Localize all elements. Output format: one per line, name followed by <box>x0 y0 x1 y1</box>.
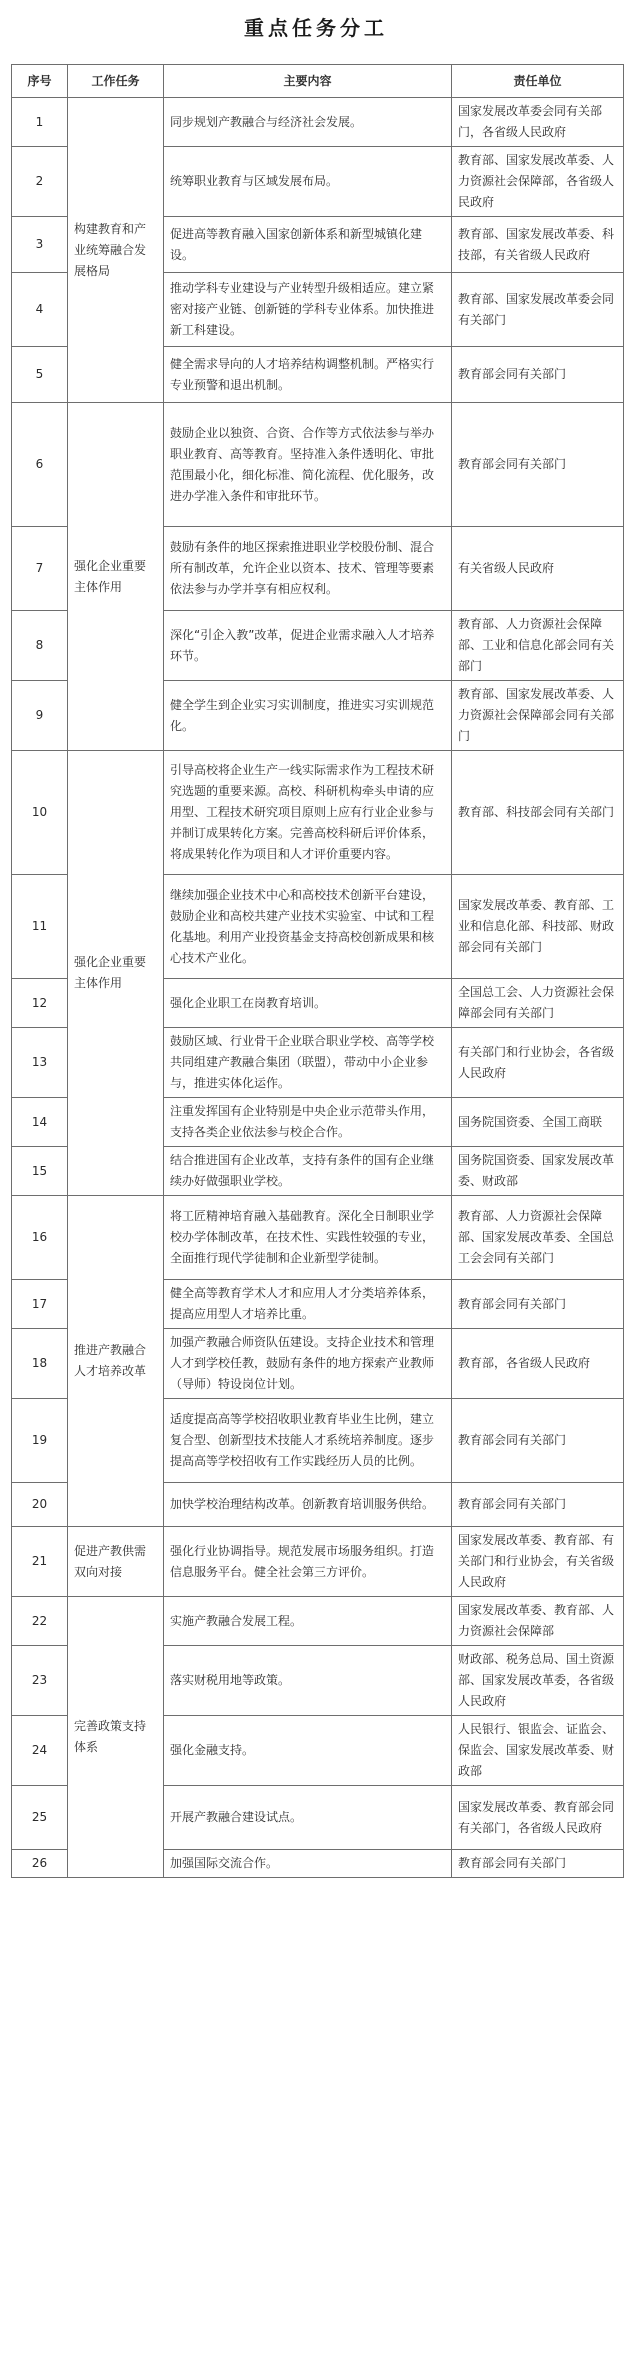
row-number: 22 <box>12 1597 68 1646</box>
responsible-unit-cell: 有关部门和行业协会，各省级人民政府 <box>452 1028 624 1098</box>
main-content-cell: 加强产教融合师资队伍建设。支持企业技术和管理人才到学校任教，鼓励有条件的地方探索产业教师（导师）特设岗位计划。 <box>164 1329 452 1399</box>
responsible-unit-cell: 教育部、国家发展改革委、科技部，有关省级人民政府 <box>452 217 624 273</box>
main-content-cell: 加快学校治理结构改革。创新教育培训服务供给。 <box>164 1483 452 1527</box>
row-number: 6 <box>12 403 68 527</box>
work-task-cell: 促进产教供需双向对接 <box>68 1527 164 1597</box>
responsible-unit-cell: 国务院国资委、国家发展改革委、财政部 <box>452 1147 624 1196</box>
work-task-cell: 强化企业重要主体作用 <box>68 751 164 1196</box>
main-content-cell: 统筹职业教育与区域发展布局。 <box>164 147 452 217</box>
table-header-row <box>12 65 624 98</box>
responsible-unit-cell: 国家发展改革委会同有关部门，各省级人民政府 <box>452 98 624 147</box>
header-unit: 责任单位 <box>452 65 624 98</box>
header-no: 序号 <box>12 65 68 98</box>
responsible-unit-cell: 有关省级人民政府 <box>452 527 624 611</box>
main-content-cell: 强化企业职工在岗教育培训。 <box>164 979 452 1028</box>
row-number: 7 <box>12 527 68 611</box>
main-content-cell: 加强国际交流合作。 <box>164 1850 452 1878</box>
row-number: 3 <box>12 217 68 273</box>
table-row <box>12 98 624 147</box>
responsible-unit-cell: 全国总工会、人力资源社会保障部会同有关部门 <box>452 979 624 1028</box>
task-table <box>11 64 624 1878</box>
work-task-cell: 强化企业重要主体作用 <box>68 403 164 751</box>
table-row <box>12 1196 624 1280</box>
main-content-cell: 引导高校将企业生产一线实际需求作为工程技术研究选题的重要来源。高校、科研机构牵头申请的应用型、工程技术研究项目原则上应有行业企业参与并制订成果转化方案。完善高校科研后评价体系，将成果转化作为项目和人才评价重要内容。 <box>164 751 452 875</box>
main-content-cell: 强化行业协调指导。规范发展市场服务组织。打造信息服务平台。健全社会第三方评价。 <box>164 1527 452 1597</box>
main-content-cell: 促进高等教育融入国家创新体系和新型城镇化建设。 <box>164 217 452 273</box>
main-content-cell: 继续加强企业技术中心和高校技术创新平台建设，鼓励企业和高校共建产业技术实验室、中试和工程化基地。利用产业投资基金支持高校创新成果和核心技术产业化。 <box>164 875 452 979</box>
main-content-cell: 落实财税用地等政策。 <box>164 1646 452 1716</box>
main-content-cell: 深化“引企入教”改革，促进企业需求融入人才培养环节。 <box>164 611 452 681</box>
row-number: 19 <box>12 1399 68 1483</box>
responsible-unit-cell: 教育部会同有关部门 <box>452 403 624 527</box>
row-number: 1 <box>12 98 68 147</box>
row-number: 17 <box>12 1280 68 1329</box>
responsible-unit-cell: 国家发展改革委、教育部、工业和信息化部、科技部、财政部会同有关部门 <box>452 875 624 979</box>
row-number: 9 <box>12 681 68 751</box>
responsible-unit-cell: 教育部、国家发展改革委、人力资源社会保障部，各省级人民政府 <box>452 147 624 217</box>
table-row <box>12 1597 624 1646</box>
responsible-unit-cell: 教育部会同有关部门 <box>452 1483 624 1527</box>
responsible-unit-cell: 教育部会同有关部门 <box>452 1280 624 1329</box>
main-content-cell: 同步规划产教融合与经济社会发展。 <box>164 98 452 147</box>
row-number: 26 <box>12 1850 68 1878</box>
row-number: 24 <box>12 1716 68 1786</box>
responsible-unit-cell: 教育部、国家发展改革委、人力资源社会保障部会同有关部门 <box>452 681 624 751</box>
header-task: 工作任务 <box>68 65 164 98</box>
row-number: 18 <box>12 1329 68 1399</box>
work-task-cell: 完善政策支持体系 <box>68 1597 164 1878</box>
table-row <box>12 403 624 527</box>
row-number: 14 <box>12 1098 68 1147</box>
row-number: 2 <box>12 147 68 217</box>
responsible-unit-cell: 国家发展改革委、教育部、有关部门和行业协会，有关省级人民政府 <box>452 1527 624 1597</box>
row-number: 20 <box>12 1483 68 1527</box>
row-number: 12 <box>12 979 68 1028</box>
main-content-cell: 鼓励区域、行业骨干企业联合职业学校、高等学校共同组建产教融合集团（联盟），带动中小企业参与，推进实体化运作。 <box>164 1028 452 1098</box>
row-number: 4 <box>12 273 68 347</box>
page-title: 重点任务分工 <box>244 16 388 40</box>
main-content-cell: 健全学生到企业实习实训制度，推进实习实训规范化。 <box>164 681 452 751</box>
responsible-unit-cell: 教育部、人力资源社会保障部、工业和信息化部会同有关部门 <box>452 611 624 681</box>
table-body <box>12 98 624 1878</box>
main-content-cell: 适度提高高等学校招收职业教育毕业生比例，建立复合型、创新型技术技能人才系统培养制度。逐步提高高等学校招收有工作实践经历人员的比例。 <box>164 1399 452 1483</box>
row-number: 16 <box>12 1196 68 1280</box>
row-number: 10 <box>12 751 68 875</box>
main-content-cell: 开展产教融合建设试点。 <box>164 1786 452 1850</box>
main-content-cell: 实施产教融合发展工程。 <box>164 1597 452 1646</box>
main-content-cell: 将工匠精神培育融入基础教育。深化全日制职业学校办学体制改革，在技术性、实践性较强的专业，全面推行现代学徒制和企业新型学徒制。 <box>164 1196 452 1280</box>
responsible-unit-cell: 教育部会同有关部门 <box>452 347 624 403</box>
responsible-unit-cell: 教育部，各省级人民政府 <box>452 1329 624 1399</box>
row-number: 15 <box>12 1147 68 1196</box>
responsible-unit-cell: 教育部、国家发展改革委会同有关部门 <box>452 273 624 347</box>
row-number: 13 <box>12 1028 68 1098</box>
main-content-cell: 注重发挥国有企业特别是中央企业示范带头作用，支持各类企业依法参与校企合作。 <box>164 1098 452 1147</box>
responsible-unit-cell: 国务院国资委、全国工商联 <box>452 1098 624 1147</box>
responsible-unit-cell: 国家发展改革委、教育部会同有关部门，各省级人民政府 <box>452 1786 624 1850</box>
main-content-cell: 结合推进国有企业改革，支持有条件的国有企业继续办好做强职业学校。 <box>164 1147 452 1196</box>
main-content-cell: 健全高等教育学术人才和应用人才分类培养体系，提高应用型人才培养比重。 <box>164 1280 452 1329</box>
work-task-cell: 构建教育和产业统筹融合发展格局 <box>68 98 164 403</box>
work-task-cell: 推进产教融合人才培养改革 <box>68 1196 164 1527</box>
row-number: 23 <box>12 1646 68 1716</box>
main-content-cell: 强化金融支持。 <box>164 1716 452 1786</box>
responsible-unit-cell: 国家发展改革委、教育部、人力资源社会保障部 <box>452 1597 624 1646</box>
header-content: 主要内容 <box>164 65 452 98</box>
responsible-unit-cell: 人民银行、银监会、证监会、保监会、国家发展改革委、财政部 <box>452 1716 624 1786</box>
main-content-cell: 鼓励企业以独资、合资、合作等方式依法参与举办职业教育、高等教育。坚持准入条件透明化、审批范围最小化，细化标准、简化流程、优化服务，改进办学准入条件和审批环节。 <box>164 403 452 527</box>
row-number: 11 <box>12 875 68 979</box>
row-number: 5 <box>12 347 68 403</box>
table-row <box>12 751 624 875</box>
row-number: 25 <box>12 1786 68 1850</box>
main-content-cell: 鼓励有条件的地区探索推进职业学校股份制、混合所有制改革，允许企业以资本、技术、管理等要素依法参与办学并享有相应权利。 <box>164 527 452 611</box>
table-row <box>12 1527 624 1597</box>
responsible-unit-cell: 教育部、科技部会同有关部门 <box>452 751 624 875</box>
row-number: 21 <box>12 1527 68 1597</box>
main-content-cell: 推动学科专业建设与产业转型升级相适应。建立紧密对接产业链、创新链的学科专业体系。加快推进新工科建设。 <box>164 273 452 347</box>
row-number: 8 <box>12 611 68 681</box>
responsible-unit-cell: 教育部、人力资源社会保障部、国家发展改革委、全国总工会会同有关部门 <box>452 1196 624 1280</box>
responsible-unit-cell: 教育部会同有关部门 <box>452 1850 624 1878</box>
responsible-unit-cell: 教育部会同有关部门 <box>452 1399 624 1483</box>
responsible-unit-cell: 财政部、税务总局、国土资源部、国家发展改革委，各省级人民政府 <box>452 1646 624 1716</box>
main-content-cell: 健全需求导向的人才培养结构调整机制。严格实行专业预警和退出机制。 <box>164 347 452 403</box>
